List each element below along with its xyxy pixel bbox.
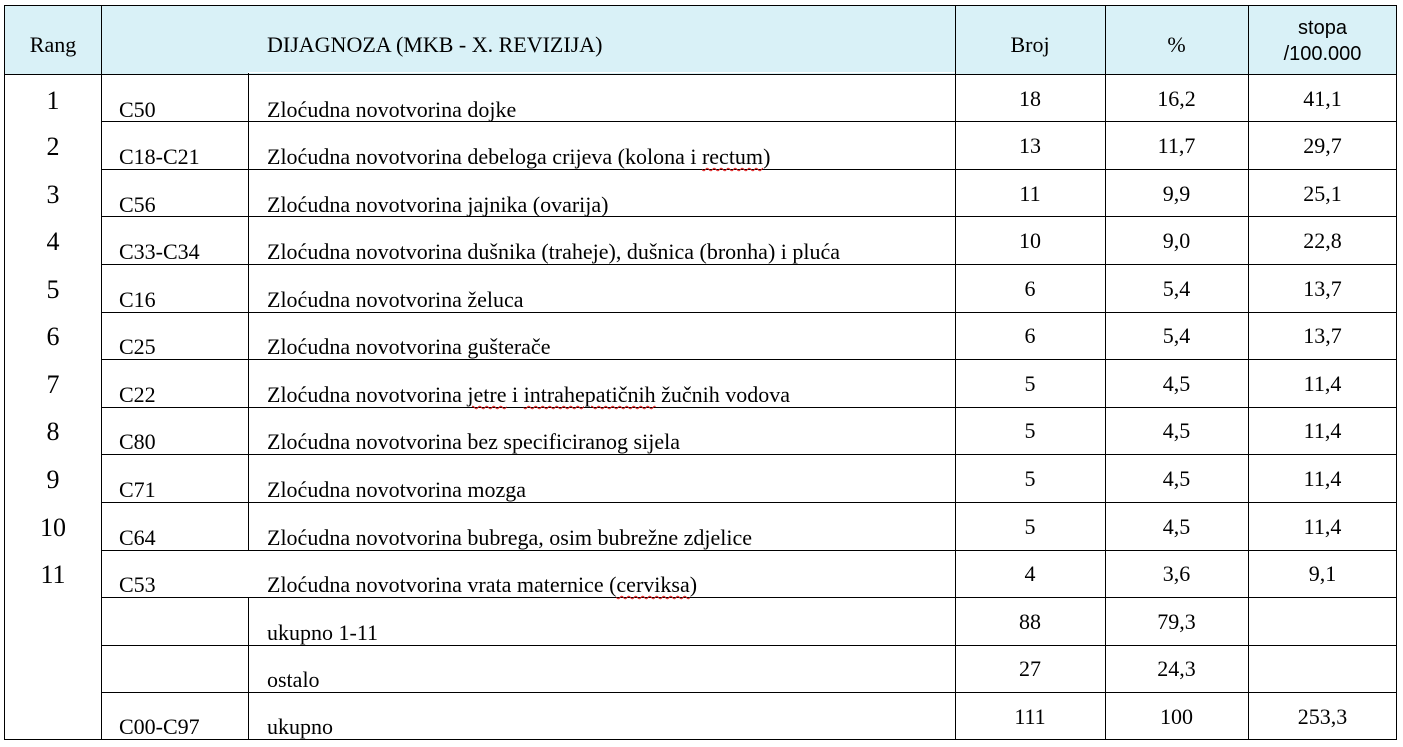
diagnosis-code: C22 <box>119 382 156 407</box>
spellcheck-word: cerviksa <box>616 572 690 597</box>
header-stopa-line1: stopa <box>1298 17 1347 39</box>
stopa-value: 13,7 <box>1303 323 1342 348</box>
rank-number: 9 <box>46 465 60 494</box>
rank-number: 5 <box>46 275 60 304</box>
header-dijagnoza: DIJAGNOZA (MKB - X. REVIZIJA) <box>267 32 603 57</box>
broj-value: 10 <box>1019 228 1041 253</box>
stopa-value: 29,7 <box>1303 133 1342 158</box>
diagnosis-code: C56 <box>119 192 156 217</box>
stopa-value: 11,4 <box>1303 514 1342 539</box>
diagnosis-name: Zloćudna novotvorina vrata maternice (cerviksa) <box>267 572 698 597</box>
pct-value: 3,6 <box>1162 561 1191 586</box>
stopa-value: 13,7 <box>1303 276 1342 301</box>
broj-value: 4 <box>1024 561 1036 586</box>
diagnosis-name: Zloćudna novotvorina bubrega, osim bubrežne zdjelice <box>267 525 753 550</box>
broj-value: 6 <box>1024 276 1036 301</box>
rank-number: 2 <box>46 132 60 161</box>
summary-label: ukupno 1-11 <box>267 620 379 645</box>
broj-value: 18 <box>1019 86 1041 111</box>
diagnosis-name: Zloćudna novotvorina dojke <box>267 97 517 122</box>
pct-value: 4,5 <box>1162 514 1191 539</box>
diagnosis-name: Zloćudna novotvorina bez specificiranog sijela <box>267 429 680 454</box>
header-postotak: % <box>1167 32 1186 57</box>
header-stopa-line2: /100.000 <box>1283 43 1362 65</box>
broj-value: 5 <box>1024 418 1036 443</box>
pct-value: 5,4 <box>1162 323 1191 348</box>
diagnosis-name: Zloćudna novotvorina debeloga crijeva (kolona i rectum) <box>267 144 771 169</box>
spellcheck-word: rectum <box>701 144 764 169</box>
header-broj: Broj <box>1010 32 1050 57</box>
stopa-value: 11,4 <box>1303 371 1342 396</box>
stopa-value: 11,4 <box>1303 418 1342 443</box>
diagnosis-name: Zloćudna novotvorina jetre i intrahepatičnih žučnih vodova <box>267 382 790 407</box>
diagnosis-name: Zloćudna novotvorina želuca <box>267 287 524 312</box>
pct-value: 16,2 <box>1157 86 1196 111</box>
summary-label: ostalo <box>267 667 320 692</box>
rank-number: 7 <box>46 370 60 399</box>
broj-value: 5 <box>1024 514 1036 539</box>
spellcheck-word: jetre <box>467 382 507 407</box>
stopa-value: 253,3 <box>1297 704 1348 729</box>
table-border-bottom <box>4 739 1397 740</box>
diagnosis-code: C64 <box>119 525 156 550</box>
pct-value: 9,9 <box>1162 181 1191 206</box>
stopa-value: 11,4 <box>1303 466 1342 491</box>
summary-label: ukupno <box>267 714 333 739</box>
diagnosis-code: C18-C21 <box>119 144 200 169</box>
rank-number: 8 <box>46 417 60 446</box>
col-divider-code-summary <box>248 598 249 740</box>
diagnosis-name: Zloćudna novotvorina dušnika (traheje), dušnica (bronha) i pluća <box>267 239 841 264</box>
broj-value: 5 <box>1024 371 1036 396</box>
diagnosis-name: Zloćudna novotvorina jajnika (ovarija) <box>267 192 609 217</box>
diagnosis-code: C50 <box>119 97 156 122</box>
header-rang: Rang <box>29 32 77 57</box>
spellcheck-word: intrahepatičnih <box>523 382 656 407</box>
rank-number: 4 <box>46 227 60 256</box>
stopa-value: 25,1 <box>1303 181 1342 206</box>
diagnosis-code: C53 <box>119 572 156 597</box>
header-underline-gap <box>248 72 955 73</box>
diagnosis-code: C00-C97 <box>119 714 200 739</box>
diagnosis-name: Zloćudna novotvorina gušterače <box>267 334 551 359</box>
rank-number: 3 <box>46 180 60 209</box>
pct-value: 79,3 <box>1157 609 1196 634</box>
pct-value: 4,5 <box>1162 466 1191 491</box>
broj-value: 88 <box>1019 609 1041 634</box>
diagnosis-code: C16 <box>119 287 156 312</box>
diagnosis-table <box>4 5 1397 740</box>
broj-value: 111 <box>1014 704 1046 729</box>
rank-number: 10 <box>40 513 66 542</box>
broj-value: 5 <box>1024 466 1036 491</box>
stopa-value: 22,8 <box>1303 228 1342 253</box>
diagnosis-code: C71 <box>119 477 156 502</box>
diagnosis-code: C80 <box>119 429 156 454</box>
diagnosis-code: C25 <box>119 334 156 359</box>
broj-value: 27 <box>1019 656 1041 681</box>
pct-value: 11,7 <box>1157 133 1196 158</box>
rank-number: 6 <box>46 322 60 351</box>
pct-value: 5,4 <box>1162 276 1191 301</box>
broj-value: 11 <box>1019 181 1041 206</box>
pct-value: 100 <box>1160 704 1193 729</box>
rank-number: 1 <box>46 86 60 115</box>
rank-number: 11 <box>40 560 66 589</box>
pct-value: 9,0 <box>1162 228 1191 253</box>
diagnosis-code: C33-C34 <box>119 239 200 264</box>
stopa-value: 41,1 <box>1303 86 1342 111</box>
pct-value: 4,5 <box>1162 418 1191 443</box>
diagnosis-name: Zloćudna novotvorina mozga <box>267 477 527 502</box>
broj-value: 13 <box>1019 133 1041 158</box>
broj-value: 6 <box>1024 323 1036 348</box>
pct-value: 4,5 <box>1162 371 1191 396</box>
stopa-value: 9,1 <box>1308 561 1337 586</box>
pct-value: 24,3 <box>1157 656 1196 681</box>
